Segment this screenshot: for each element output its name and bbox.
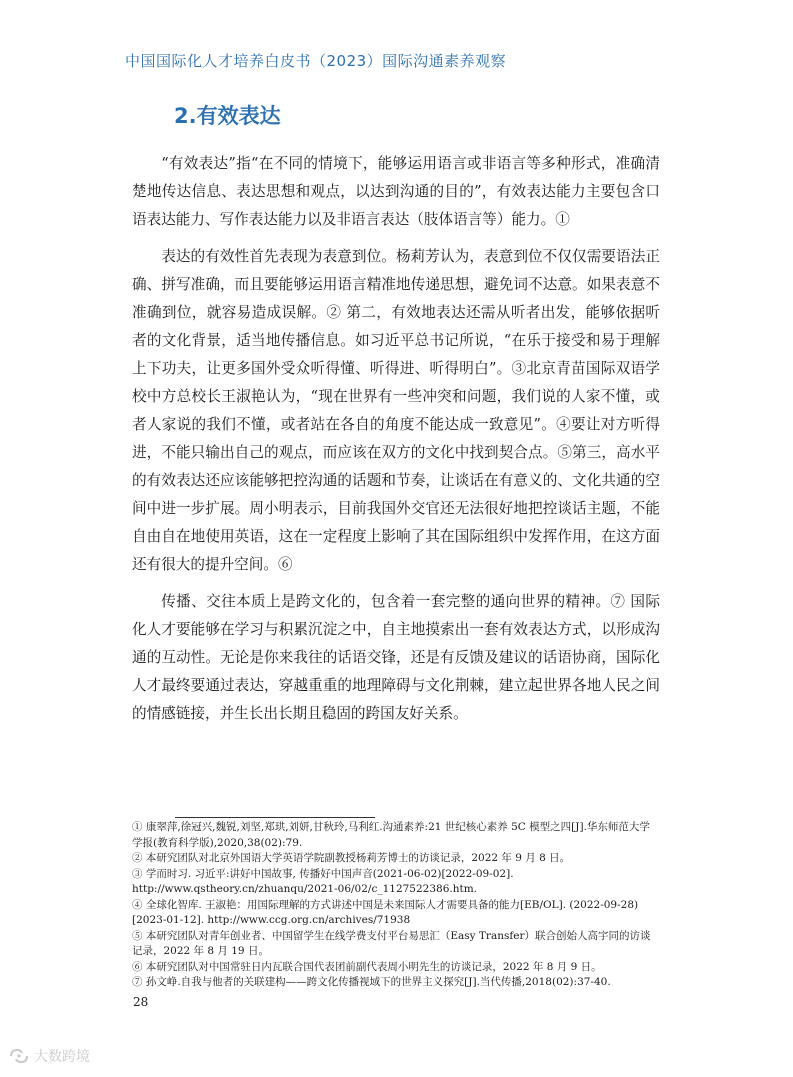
watermark-text: 大数跨境 [34, 1049, 90, 1065]
page-number: 28 [133, 995, 149, 1009]
footnote-5: ⑤ 本研究团队对青年创业者、中国留学生在线学费支付平台易思汇（Easy Transfer）联合创始人高宇同的访谈记录，2022 年 8 月 19 日。 [132, 929, 651, 957]
footnote-1: ① 康翠萍,徐冠兴,魏锐,刘坚,郑珙,刘妍,甘秋玲,马利红.沟通素养:21 世纪核心素养 5C 模型之四[J].华东师范大学学报(教育科学版),2020,38(02):79. [132, 821, 650, 849]
brand-logo-icon [8, 1047, 30, 1065]
footnote-4: ④ 全球化智库. 王淑艳：用国际理解的方式讲述中国是未来国际人才需要具备的能力[EB/OL]. (2022-09-28)[2023-01-12]. http://www.ccg.org.cn/archives/71938 [132, 898, 639, 926]
watermark [8, 1046, 90, 1066]
footnote-3: ③ 学而时习. 习近平:讲好中国故事, 传播好中国声音(2021-06-02)[2022-09-02]. [132, 867, 514, 880]
footnote-7: ⑦ 孙文峥.自我与他者的关联建构——跨文化传播视域下的世界主义探究[J].当代传播,2018(02):37-40. [132, 976, 611, 988]
footnote-2: ② 本研究团队对北京外国语大学英语学院副教授杨莉芳博士的访谈记录，2022 年 9 月 8 日。 [132, 852, 571, 864]
footnote-6: ⑥ 本研究团队对中国常驻日内瓦联合国代表团前副代表周小明先生的访谈记录，2022 年 8 月 9 日。 [132, 960, 602, 973]
footnote-divider [175, 817, 375, 818]
footnotes [132, 820, 660, 991]
footnote-3-url: http://www.qstheory.cn/zhuanqu/2021-06/02/c_1127522386.htm. [132, 883, 478, 895]
running-header: 中国国际化人才培养白皮书（2023）国际沟通素养观察 [125, 52, 507, 70]
paragraph-cross-cultural: 传播、交往本质上是跨文化的，包含着一套完整的通向世界的精神。⑦ 国际化人才要能够在学习与积累沉淀之中，自主地摸索出一套有效表达方式，以形成沟通的互动性。无论是你来我往的话语交锋，还是有反馈及建议的话语协商，国际化人才最终要通过表达，穿越重重的地理障碍与文化荆棘，建立起世界各地人民之间的情感链接，并生长出长期且稳固的跨国友好关系。 [132, 593, 660, 722]
paragraph-definition: “有效表达”指“在不同的情境下，能够运用语言或非语言等多种形式，准确清楚地传达信息、表达思想和观点，以达到沟通的目的”，有效表达能力主要包含口语表达能力、写作表达能力以及非语言表达（肢体语言等）能力。① [132, 155, 660, 228]
paragraph-effectiveness: 表达的有效性首先表现为表意到位。杨莉芳认为，表意到位不仅仅需要语法正确、拼写准确，而且要能够运用语言精准地传递思想，避免词不达意。如果表意不准确到位，就容易造成误解。② 第二，有效地表达还需从听者出发，能够依据听者的文化背景，适当地传播信息。如习近平总书记所说，“在乐于接受和易于理解上下功夫，让更多国外受众听得懂、听得进、听得明白”。③北京青苗国际双语学校中方总校长王淑艳认为，“现在世界有一些冲突和问题，我们说的人家不懂，或者人家说的我们不懂，或者站在各自的角度不能达成一致意见”。④要让对方听得进，不能只输出自己的观点，而应该在双方的文化中找到契合点。⑤第三，高水平的有效表达还应该能够把控沟通的话题和节奏，让谈话在有意义的、文化共通的空间中进一步扩展。周小明表示，目前我国外交官还无法很好地把控谈话主题，不能自由自在地使用英语，这在一定程度上影响了其在国际组织中发挥作用，在这方面还有很大的提升空间。⑥ [132, 248, 660, 573]
section-title: 2.有效表达 [174, 104, 281, 128]
body-text [132, 150, 660, 737]
